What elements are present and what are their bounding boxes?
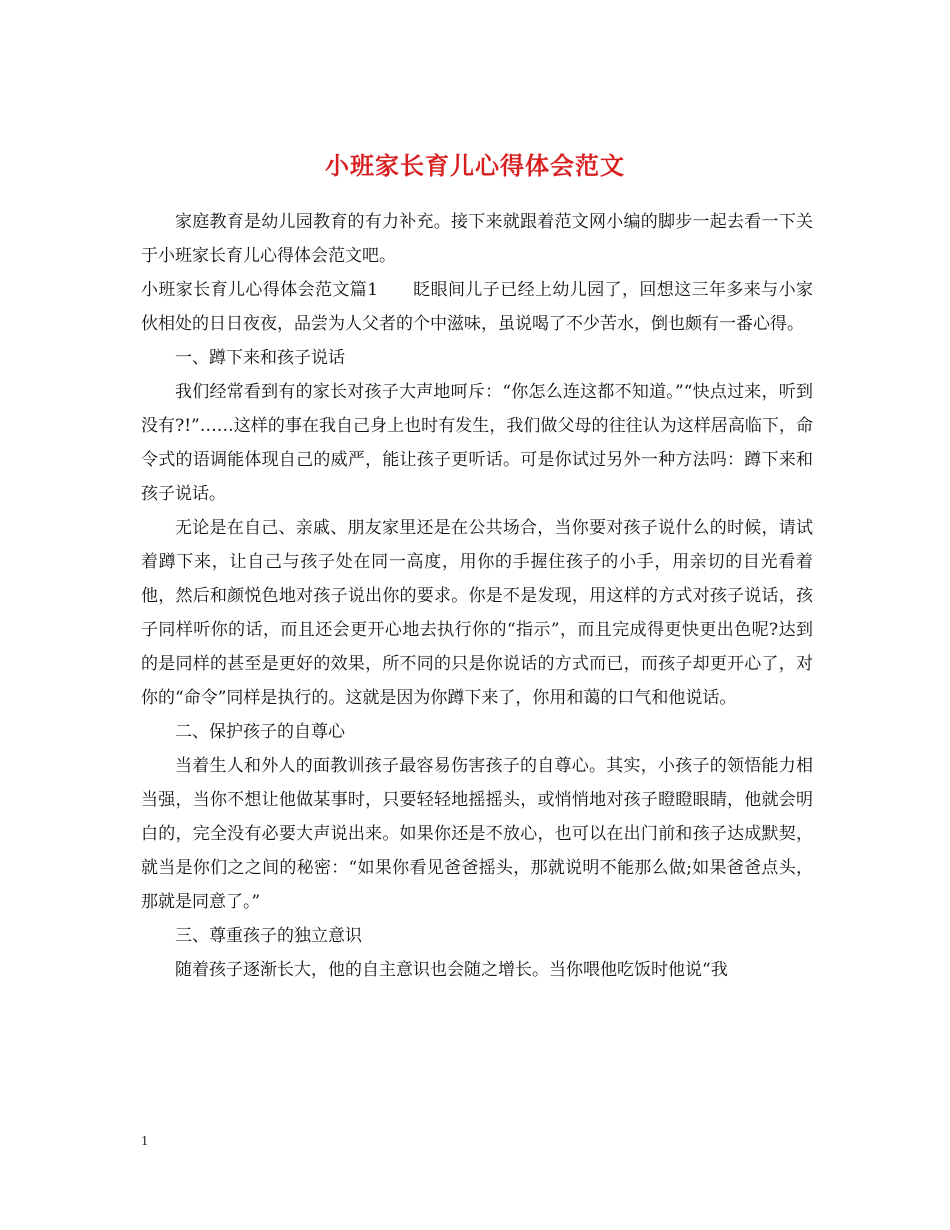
document-title: 小班家长育儿心得体会范文 [325,151,625,181]
paragraph-3a: 随着孩子逐渐长大，他的自主意识也会随之增长。当你喂他吃饭时他说“我 [175,960,728,980]
paragraph-1a: 我们经常看到有的家长对孩子大声地呵斥：“你怎么连这都不知道。”“快点过来，听到没有?!”……这样的事在我自己身上也时有发生，我们做父母的往往认为这样居高临下，命令式的语调能体现自己的威严，能让孩子更听话。可是你试过另外一种方法吗：蹲下来和孩子说话。 [141,382,813,504]
paragraph-intro: 家庭教育是幼儿园教育的有力补充。接下来就跟着范文网小编的脚步一起去看一下关于小班家长育儿心得体会范文吧。 [141,212,813,266]
page-number: 1 [141,1134,148,1149]
paragraph-1b: 无论是在自己、亲戚、朋友家里还是在公共场合，当你要对孩子说什么的时候，请试着蹲下来，让自己与孩子处在同一高度，用你的手握住孩子的小手，用亲切的目光看着他，然后和颜悦色地对孩子说出你的要求。你是不是发现，用这样的方式对孩子说话，孩子同样听你的话，而且还会更开心地去执行你的“指示”，而且完成得更快更出色呢?达到的是同样的甚至是更好的效果，所不同的只是你说话的方式而已，而孩子却更开心了，对你的“命令”同样是执行的。这就是因为你蹲下来了，你用和蔼的口气和他说话。 [141,518,813,708]
section-heading-1: 一、蹲下来和孩子说话 [175,348,345,368]
section-heading-3: 三、尊重孩子的独立意识 [175,926,362,946]
paragraph-essay-1-opening: 小班家长育儿心得体会范文篇1 眨眼间儿子已经上幼儿园了，回想这三年多来与小家伙相处的日日夜夜，品尝为人父者的个中滋味，虽说喝了不少苦水，倒也颇有一番心得。 [141,280,813,334]
section-heading-2: 二、保护孩子的自尊心 [175,722,345,742]
document-body [141,205,813,987]
paragraph-2a: 当着生人和外人的面教训孩子最容易伤害孩子的自尊心。其实，小孩子的领悟能力相当强，当你不想让他做某事时，只要轻轻地摇摇头，或悄悄地对孩子瞪瞪眼睛，他就会明白的，完全没有必要大声说出来。如果你还是不放心，也可以在出门前和孩子达成默契，就当是你们之之间的秘密：“如果你看见爸爸摇头，那就说明不能那么做;如果爸爸点头，那就是同意了。” [141,756,813,912]
